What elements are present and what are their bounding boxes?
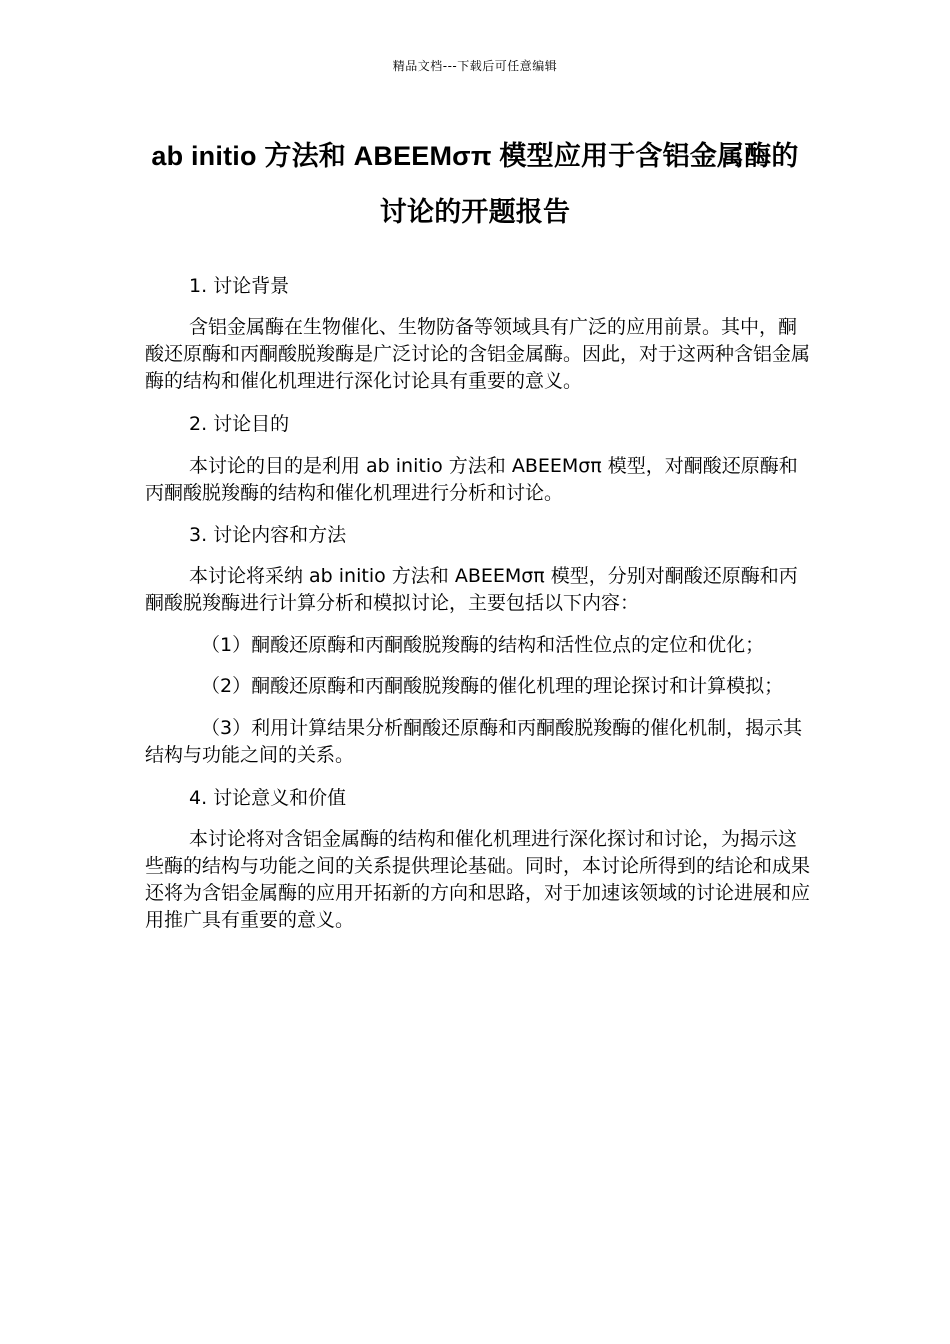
document-title-line1: ab initio 方法和 ABEEMσπ 模型应用于含铝金属酶的 (151, 141, 799, 171)
section-heading-background: 1. 讨论背景 (189, 275, 290, 297)
list-item-3: （3）利用计算结果分析酮酸还原酶和丙酮酸脱羧酶的催化机制，揭示其结构与功能之间的关系。 (145, 717, 803, 766)
section-paragraph-purpose: 本讨论的目的是利用 ab initio 方法和 ABEEMσπ 模型，对酮酸还原酶和丙酮酸脱羧酶的结构和催化机理进行分析和讨论。 (145, 455, 798, 504)
list-item-1: （1）酮酸还原酶和丙酮酸脱羧酶的结构和活性位点的定位和优化； (201, 634, 765, 656)
section-heading-significance: 4. 讨论意义和价值 (189, 787, 347, 809)
list-item-2: （2）酮酸还原酶和丙酮酸脱羧酶的催化机理的理论探讨和计算模拟； (201, 675, 784, 697)
document-title-line2: 讨论的开题报告 (379, 197, 571, 227)
section-heading-content-methods: 3. 讨论内容和方法 (189, 524, 347, 546)
header-note: 精品文档---下载后可任意编辑 (392, 59, 558, 73)
section-paragraph-content-methods: 本讨论将采纳 ab initio 方法和 ABEEMσπ 模型，分别对酮酸还原酶和丙酮酸脱羧酶进行计算分析和模拟讨论，主要包括以下内容： (145, 565, 798, 614)
section-paragraph-significance: 本讨论将对含铝金属酶的结构和催化机理进行深化探讨和讨论，为揭示这些酶的结构与功能之间的关系提供理论基础。同时，本讨论所得到的结论和成果还将为含铝金属酶的应用开拓新的方向和思路，对于加速该领域的讨论进展和应用推广具有重要的意义。 (145, 828, 811, 931)
section-heading-purpose: 2. 讨论目的 (189, 413, 290, 435)
section-paragraph-background: 含铝金属酶在生物催化、生物防备等领域具有广泛的应用前景。其中，酮酸还原酶和丙酮酸脱羧酶是广泛讨论的含铝金属酶。因此，对于这两种含铝金属酶的结构和催化机理进行深化讨论具有重要的意义。 (145, 316, 811, 392)
